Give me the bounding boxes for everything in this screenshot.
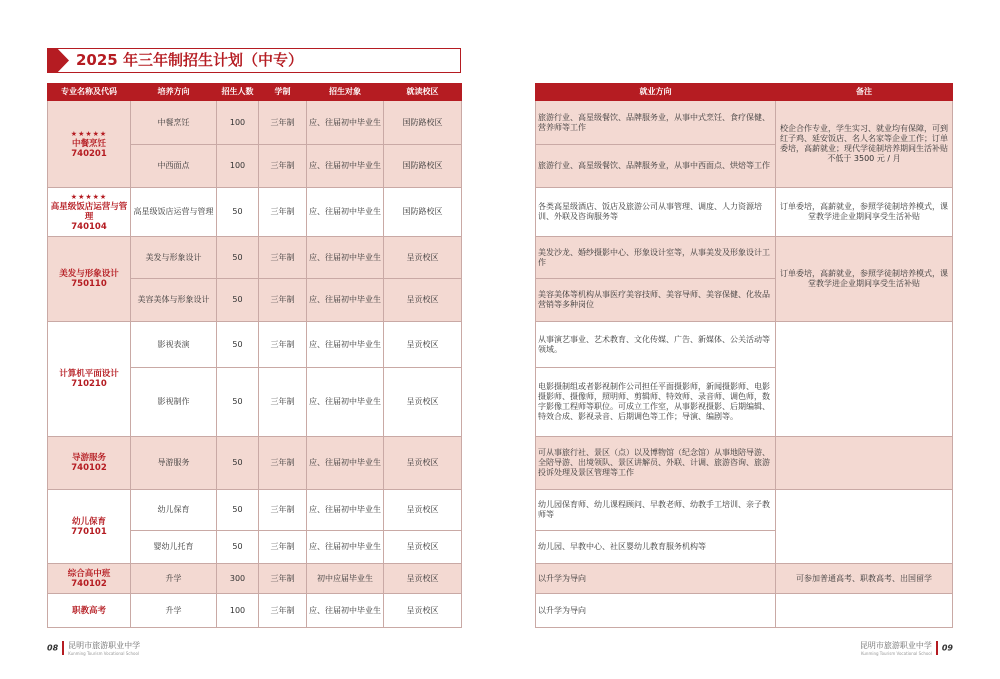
note-cell: 可参加普通高考、职教高考、出国留学 bbox=[776, 564, 953, 594]
employment-cell: 电影摄制组或者影视制作公司担任平面摄影师，新闻摄影师、电影摄影师、摄像师，照明师、剪辑师、特效师、录音师、调色师，数字影像工程师等职位。可成立工作室，从事影视摄影、后期编辑、特效合成、影视录音、后期调色等工作；导演、编剧等。 bbox=[536, 368, 776, 437]
note-cell-empty bbox=[776, 490, 953, 564]
direction-cell: 高星级饭店运营与管理 bbox=[131, 188, 217, 237]
major-name: 综合高中班 bbox=[67, 568, 111, 579]
major-cell bbox=[48, 490, 131, 564]
table-row bbox=[536, 437, 953, 490]
header-employment: 就业方向 bbox=[536, 84, 776, 101]
table-row bbox=[48, 188, 462, 237]
table-row bbox=[48, 101, 462, 145]
table-row bbox=[48, 437, 462, 490]
term-cell: 三年制 bbox=[259, 101, 307, 145]
major-name: 中餐烹饪 bbox=[71, 139, 106, 149]
major-cell bbox=[48, 437, 131, 490]
table-row bbox=[48, 594, 462, 628]
major-code: 770101 bbox=[71, 526, 107, 537]
target-cell: 应、往届初中毕业生 bbox=[307, 279, 384, 322]
term-cell: 三年制 bbox=[259, 188, 307, 237]
campus-cell: 呈贡校区 bbox=[384, 437, 462, 490]
table-row bbox=[536, 564, 953, 594]
note-cell-empty bbox=[776, 594, 953, 628]
employment-cell: 幼儿园保育师、幼儿课程顾问、早教老师、幼教手工培训、亲子教师等 bbox=[536, 490, 776, 531]
direction-cell: 影视制作 bbox=[131, 368, 217, 437]
table-row bbox=[48, 322, 462, 368]
direction-cell: 中餐烹饪 bbox=[131, 101, 217, 145]
campus-cell: 呈贡校区 bbox=[384, 594, 462, 628]
chevron-decoration bbox=[47, 48, 69, 73]
target-cell: 应、往届初中毕业生 bbox=[307, 188, 384, 237]
school-name-cn: 昆明市旅游职业中学 bbox=[859, 641, 932, 650]
term-cell: 三年制 bbox=[259, 594, 307, 628]
term-cell: 三年制 bbox=[259, 564, 307, 594]
count-cell: 300 bbox=[217, 564, 259, 594]
major-code: 740102 bbox=[71, 578, 107, 589]
employment-cell: 以升学为导向 bbox=[536, 564, 776, 594]
campus-cell: 国防路校区 bbox=[384, 101, 462, 145]
table-row bbox=[48, 564, 462, 594]
count-cell: 50 bbox=[217, 437, 259, 490]
footer-divider bbox=[62, 641, 64, 655]
major-cell bbox=[48, 237, 131, 322]
direction-cell: 美容美体与形象设计 bbox=[131, 279, 217, 322]
major-cell bbox=[48, 101, 131, 188]
footer-right bbox=[860, 640, 953, 656]
major-name: 幼儿保育 bbox=[71, 516, 106, 527]
header-campus: 就读校区 bbox=[384, 84, 462, 101]
term-cell: 三年制 bbox=[259, 368, 307, 437]
campus-cell: 国防路校区 bbox=[384, 188, 462, 237]
direction-cell: 中西面点 bbox=[131, 145, 217, 188]
target-cell: 应、往届初中毕业生 bbox=[307, 531, 384, 564]
note-cell: 订单委培，高薪就业，参照学徒制培养模式，课堂教学进企业期间享受生活补贴 bbox=[776, 188, 953, 237]
header-count: 招生人数 bbox=[217, 84, 259, 101]
school-name bbox=[860, 640, 932, 656]
target-cell: 应、往届初中毕业生 bbox=[307, 237, 384, 279]
employment-cell: 幼儿园、早教中心、社区婴幼儿教育服务机构等 bbox=[536, 531, 776, 564]
campus-cell: 呈贡校区 bbox=[384, 322, 462, 368]
term-cell: 三年制 bbox=[259, 531, 307, 564]
direction-cell: 影视表演 bbox=[131, 322, 217, 368]
count-cell: 50 bbox=[217, 368, 259, 437]
count-cell: 50 bbox=[217, 531, 259, 564]
campus-cell: 呈贡校区 bbox=[384, 564, 462, 594]
campus-cell: 国防路校区 bbox=[384, 145, 462, 188]
school-name bbox=[68, 640, 140, 656]
header-term: 学制 bbox=[259, 84, 307, 101]
major-code: 710210 bbox=[71, 379, 107, 389]
employment-table-header bbox=[536, 84, 953, 101]
direction-cell: 婴幼儿托育 bbox=[131, 531, 217, 564]
page-number-right: 09 bbox=[941, 643, 953, 653]
target-cell: 应、往届初中毕业生 bbox=[307, 368, 384, 437]
count-cell: 50 bbox=[217, 322, 259, 368]
count-cell: 50 bbox=[217, 490, 259, 531]
term-cell: 三年制 bbox=[259, 237, 307, 279]
employment-cell: 美发沙龙、婚纱摄影中心、形象设计室等，从事美发及形象设计工作 bbox=[536, 237, 776, 279]
note-cell-empty bbox=[776, 322, 953, 437]
enrollment-table-header bbox=[48, 84, 462, 101]
star-rating-icon: ★★★★★ bbox=[70, 193, 108, 201]
target-cell: 应、往届初中毕业生 bbox=[307, 145, 384, 188]
term-cell: 三年制 bbox=[259, 322, 307, 368]
direction-cell: 导游服务 bbox=[131, 437, 217, 490]
school-name-en: Kunming Tourism Vocational School bbox=[860, 651, 932, 656]
major-code: 750110 bbox=[71, 279, 107, 289]
count-cell: 50 bbox=[217, 188, 259, 237]
note-cell: 校企合作专业，学生实习、就业均有保障，可到红子鸡、延安饭店、名人名家等企业工作；订单委培，高薪就业；现代学徒制培养期间生活补贴不低于 3500 元 / 月 bbox=[776, 101, 953, 188]
header-direction: 培养方向 bbox=[131, 84, 217, 101]
major-cell bbox=[48, 594, 131, 628]
employment-cell: 旅游行业、高星级餐饮、品牌服务业，从事中西面点、烘焙等工作 bbox=[536, 145, 776, 188]
enrollment-table bbox=[47, 83, 462, 628]
header-notes: 备注 bbox=[776, 84, 953, 101]
note-cell-empty bbox=[776, 437, 953, 490]
major-code: 740201 bbox=[71, 149, 107, 159]
table-row bbox=[536, 237, 953, 279]
direction-cell: 升学 bbox=[131, 594, 217, 628]
table-row bbox=[536, 490, 953, 531]
target-cell: 应、往届初中毕业生 bbox=[307, 437, 384, 490]
table-row bbox=[536, 594, 953, 628]
note-cell: 订单委培，高薪就业，参照学徒制培养模式，课堂教学进企业期间享受生活补贴 bbox=[776, 237, 953, 322]
table-row bbox=[536, 322, 953, 368]
major-code: 740102 bbox=[71, 463, 107, 473]
campus-cell: 呈贡校区 bbox=[384, 368, 462, 437]
table-row bbox=[536, 101, 953, 145]
header-target: 招生对象 bbox=[307, 84, 384, 101]
employment-cell: 从事演艺事业、艺术教育、文化传媒、广告、新媒体、公关活动等领域。 bbox=[536, 322, 776, 368]
school-name-cn: 昆明市旅游职业中学 bbox=[68, 641, 141, 650]
table-row bbox=[48, 237, 462, 279]
employment-cell: 旅游行业、高星级餐饮、品牌服务业，从事中式烹饪、食疗保健、营养师等工作 bbox=[536, 101, 776, 145]
direction-cell: 美发与形象设计 bbox=[131, 237, 217, 279]
campus-cell: 呈贡校区 bbox=[384, 237, 462, 279]
count-cell: 100 bbox=[217, 101, 259, 145]
table-row bbox=[536, 188, 953, 237]
major-name: 职教高考 bbox=[71, 605, 106, 616]
target-cell: 应、往届初中毕业生 bbox=[307, 594, 384, 628]
footer-left bbox=[47, 640, 140, 656]
page-title: 2025 年三年制招生计划（中专） bbox=[76, 51, 303, 69]
major-name: 美发与形象设计 bbox=[59, 269, 119, 279]
target-cell: 应、往届初中毕业生 bbox=[307, 322, 384, 368]
major-code: 740104 bbox=[71, 222, 107, 232]
term-cell: 三年制 bbox=[259, 145, 307, 188]
major-name: 高星级饭店运营与管理 bbox=[50, 202, 128, 222]
header-major: 专业名称及代码 bbox=[48, 84, 131, 101]
employment-cell: 以升学为导向 bbox=[536, 594, 776, 628]
target-cell: 应、往届初中毕业生 bbox=[307, 490, 384, 531]
campus-cell: 呈贡校区 bbox=[384, 279, 462, 322]
employment-cell: 各类高星级酒店、饭店及旅游公司从事管理、调度、人力资源培训、外联及咨询服务等 bbox=[536, 188, 776, 237]
employment-table bbox=[535, 83, 953, 628]
count-cell: 100 bbox=[217, 594, 259, 628]
star-rating-icon: ★★★★★ bbox=[70, 130, 108, 138]
term-cell: 三年制 bbox=[259, 437, 307, 490]
count-cell: 100 bbox=[217, 145, 259, 188]
employment-cell: 美容美体等机构从事医疗美容技师、美容导师、美容保健、化妆品营销等多种岗位 bbox=[536, 279, 776, 322]
term-cell: 三年制 bbox=[259, 490, 307, 531]
major-cell bbox=[48, 564, 131, 594]
campus-cell: 呈贡校区 bbox=[384, 531, 462, 564]
footer-divider bbox=[936, 641, 938, 655]
title-banner bbox=[47, 48, 461, 73]
target-cell: 初中应届毕业生 bbox=[307, 564, 384, 594]
target-cell: 应、往届初中毕业生 bbox=[307, 101, 384, 145]
direction-cell: 幼儿保育 bbox=[131, 490, 217, 531]
major-name: 导游服务 bbox=[71, 453, 106, 463]
table-row bbox=[48, 490, 462, 531]
direction-cell: 升学 bbox=[131, 564, 217, 594]
campus-cell: 呈贡校区 bbox=[384, 490, 462, 531]
school-name-en: Kunming Tourism Vocational School bbox=[68, 651, 140, 656]
page-number-left: 08 bbox=[47, 643, 59, 653]
term-cell: 三年制 bbox=[259, 279, 307, 322]
employment-cell: 可从事旅行社、景区（点）以及博物馆（纪念馆）从事地陪导游、全陪导游、出境领队、景区讲解员、外联、计调、旅游咨询、旅游投诉处理及景区管理等工作 bbox=[536, 437, 776, 490]
major-cell bbox=[48, 188, 131, 237]
count-cell: 50 bbox=[217, 279, 259, 322]
count-cell: 50 bbox=[217, 237, 259, 279]
major-name: 计算机平面设计 bbox=[59, 369, 119, 379]
major-cell bbox=[48, 322, 131, 437]
